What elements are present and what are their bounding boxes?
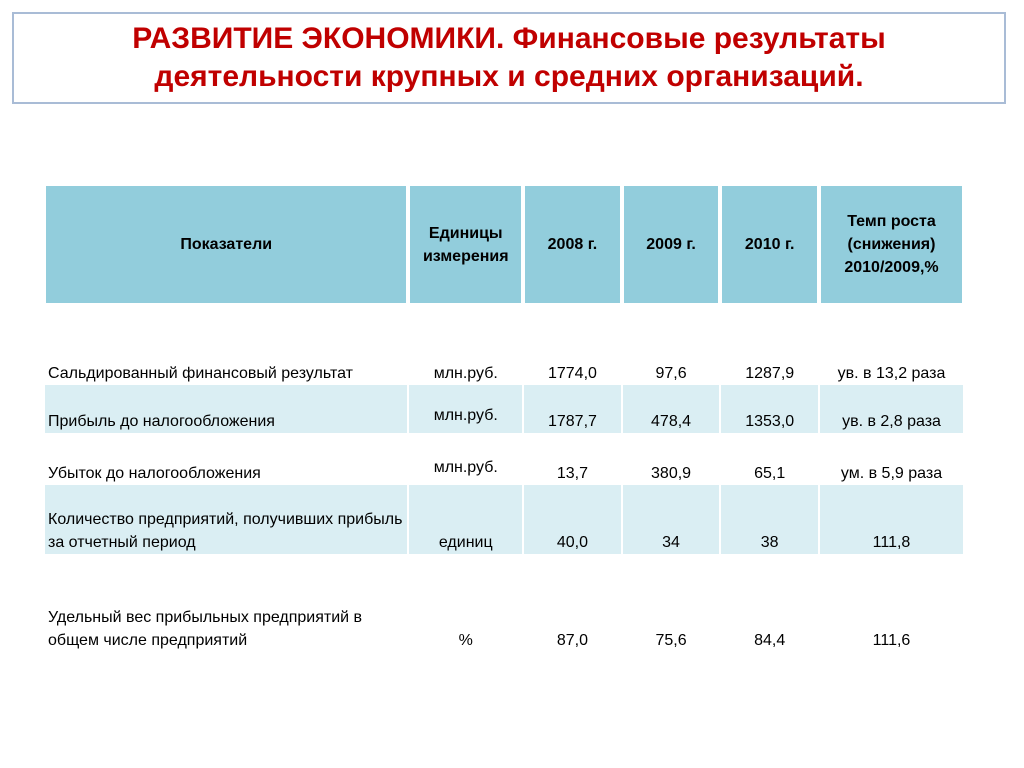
row-unit: млн.руб. xyxy=(433,365,498,382)
row-unit: % xyxy=(458,632,473,649)
header-indicator: Показатели xyxy=(45,186,407,303)
slide-title-caps: РАЗВИТИЕ ЭКОНОМИКИ. xyxy=(132,22,505,55)
table-row xyxy=(45,554,963,652)
header-2010: 2010 г. xyxy=(721,186,818,303)
row-value-2009: 97,6 xyxy=(655,365,687,382)
row-indicator: Удельный вес прибыльных предприятий в общем числе предприятий xyxy=(48,609,363,649)
financial-results-table xyxy=(43,186,965,652)
row-growth-rate: ув. в 2,8 раза xyxy=(820,385,963,433)
row-growth-rate: 111,8 xyxy=(820,485,963,554)
table-row xyxy=(45,303,963,385)
row-value-2008: 1774,0 xyxy=(547,365,597,382)
table-header-row xyxy=(45,186,963,303)
row-growth-rate: ув. в 13,2 раза xyxy=(837,365,946,382)
header-2009: 2009 г. xyxy=(623,186,720,303)
row-growth-rate: ум. в 5,9 раза xyxy=(840,465,943,482)
slide-title-line-2-text: деятельности крупных и средних организаций. xyxy=(154,60,864,93)
row-value-2009: 34 xyxy=(623,485,720,554)
slide-title-line-2 xyxy=(154,58,863,96)
row-value-2009: 380,9 xyxy=(651,465,692,482)
row-value-2010: 65,1 xyxy=(754,465,786,482)
row-indicator: Сальдированный финансовый результат xyxy=(48,365,353,382)
header-2008: 2008 г. xyxy=(524,186,621,303)
row-value-2008: 1787,7 xyxy=(524,385,621,433)
row-value-2010: 38 xyxy=(721,485,818,554)
header-growth-rate: Темп роста (снижения) 2010/2009,% xyxy=(820,186,963,303)
row-indicator: Убыток до налогообложения xyxy=(48,465,261,482)
slide-title-line-1 xyxy=(132,20,885,58)
row-value-2010: 1287,9 xyxy=(745,365,795,382)
row-value-2009: 75,6 xyxy=(655,632,687,649)
row-unit-text: млн.руб. xyxy=(433,459,498,476)
row-value-2008: 13,7 xyxy=(556,465,588,482)
table-row xyxy=(45,385,963,433)
row-unit xyxy=(409,385,522,433)
header-unit: Единицы измерения xyxy=(409,186,522,303)
row-value-2010: 84,4 xyxy=(754,632,786,649)
table-row xyxy=(45,433,963,485)
row-indicator: Количество предприятий, получивших прибыль за отчетный период xyxy=(45,485,407,554)
slide-title-rest: Финансовые результаты xyxy=(504,22,886,55)
row-value-2010: 1353,0 xyxy=(721,385,818,433)
row-value-2008: 87,0 xyxy=(556,632,588,649)
row-value-2008: 40,0 xyxy=(524,485,621,554)
row-unit-text: млн.руб. xyxy=(433,407,498,424)
row-indicator: Прибыль до налогообложения xyxy=(45,385,407,433)
row-unit xyxy=(409,433,522,485)
row-value-2009: 478,4 xyxy=(623,385,720,433)
table-row xyxy=(45,485,963,554)
row-growth-rate: 111,6 xyxy=(872,632,911,649)
row-unit: единиц xyxy=(409,485,522,554)
slide-title-box xyxy=(12,12,1006,104)
